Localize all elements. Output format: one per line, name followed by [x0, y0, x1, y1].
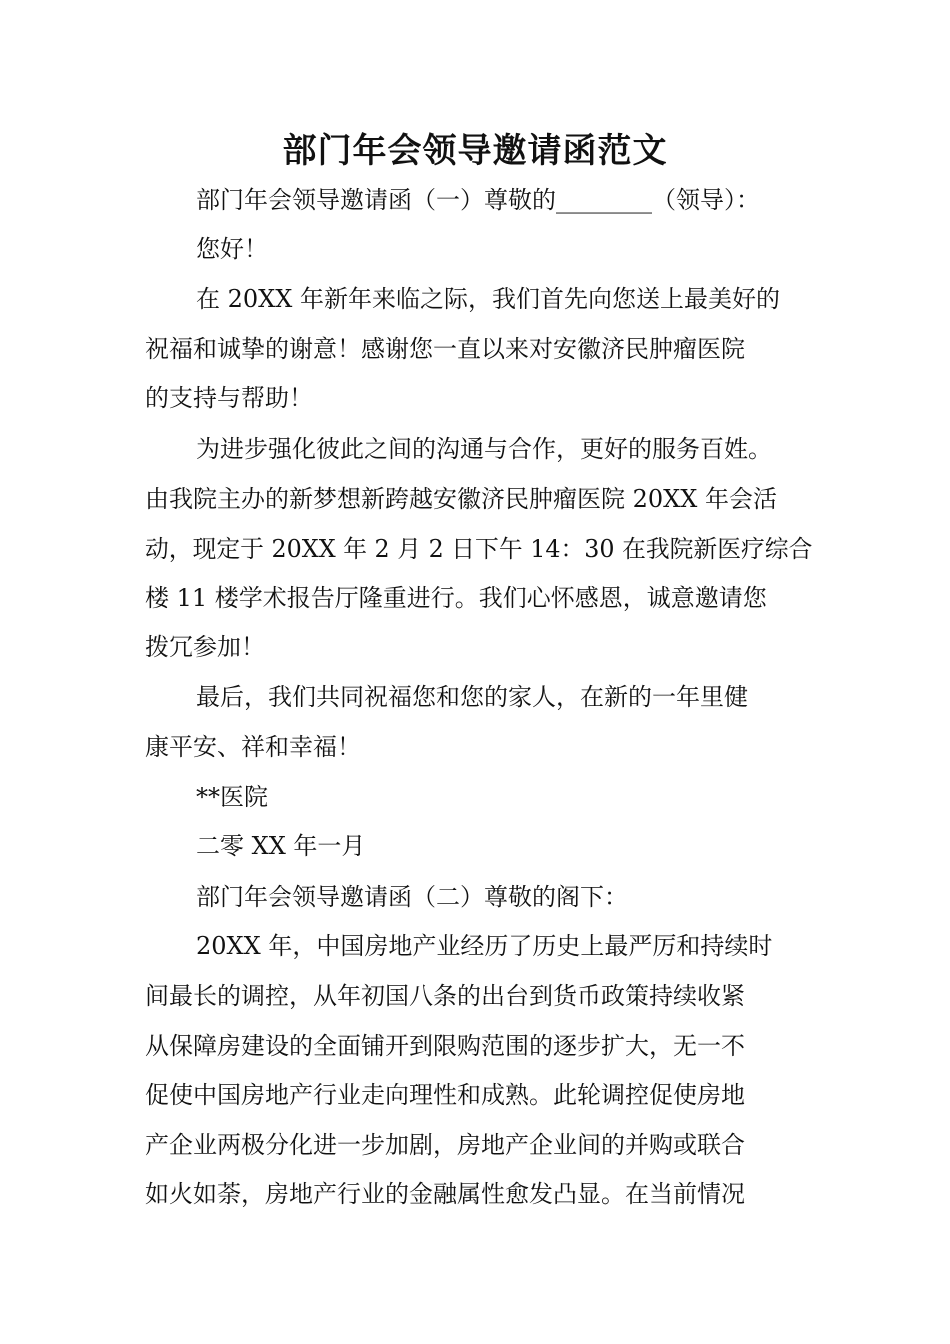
- text-line: 间最长的调控，从年初国八条的出台到货币政策持续收紧: [145, 982, 745, 1010]
- document-title: 部门年会领导邀请函范文: [282, 131, 668, 171]
- text-line: 促使中国房地产行业走向理性和成熟。此轮调控促使房地: [145, 1081, 745, 1109]
- text-line: 拨冗参加！: [145, 633, 265, 661]
- text-line: 从保障房建设的全面铺开到限购范围的逐步扩大，无一不: [145, 1032, 745, 1060]
- text-line: 动，现定于 20XX 年 2 月 2 日下午 14：30 在我院新医疗综合: [145, 535, 813, 563]
- text-line: 康平安、祥和幸福！: [145, 733, 361, 761]
- text-line: 最后，我们共同祝福您和您的家人，在新的一年里健: [196, 683, 748, 711]
- text-line: 二零 XX 年一月: [196, 832, 366, 860]
- text-line: 楼 11 楼学术报告厅隆重进行。我们心怀感恩，诚意邀请您: [145, 584, 767, 612]
- text-line: 在 20XX 年新年来临之际，我们首先向您送上最美好的: [196, 285, 780, 313]
- text-line: 部门年会领导邀请函（二）尊敬的阁下：: [196, 883, 628, 911]
- text-line: 由我院主办的新梦想新跨越安徽济民肿瘤医院 20XX 年会活: [145, 485, 777, 513]
- text-line: 20XX 年，中国房地产业经历了历史上最严厉和持续时: [196, 932, 773, 960]
- text-line: 如火如荼，房地产行业的金融属性愈发凸显。在当前情况: [145, 1180, 745, 1208]
- text-line: 产企业两极分化进一步加剧，房地产企业间的并购或联合: [145, 1131, 745, 1159]
- text-line: 部门年会领导邀请函（一）尊敬的________（领导）：: [196, 186, 760, 214]
- text-line: 为进步强化彼此之间的沟通与合作，更好的服务百姓。: [196, 435, 772, 463]
- text-line: 的支持与帮助！: [145, 384, 313, 412]
- text-line: 您好！: [196, 235, 268, 263]
- text-line: 祝福和诚挚的谢意！感谢您一直以来对安徽济民肿瘤医院: [145, 335, 745, 363]
- text-line: **医院: [196, 783, 268, 811]
